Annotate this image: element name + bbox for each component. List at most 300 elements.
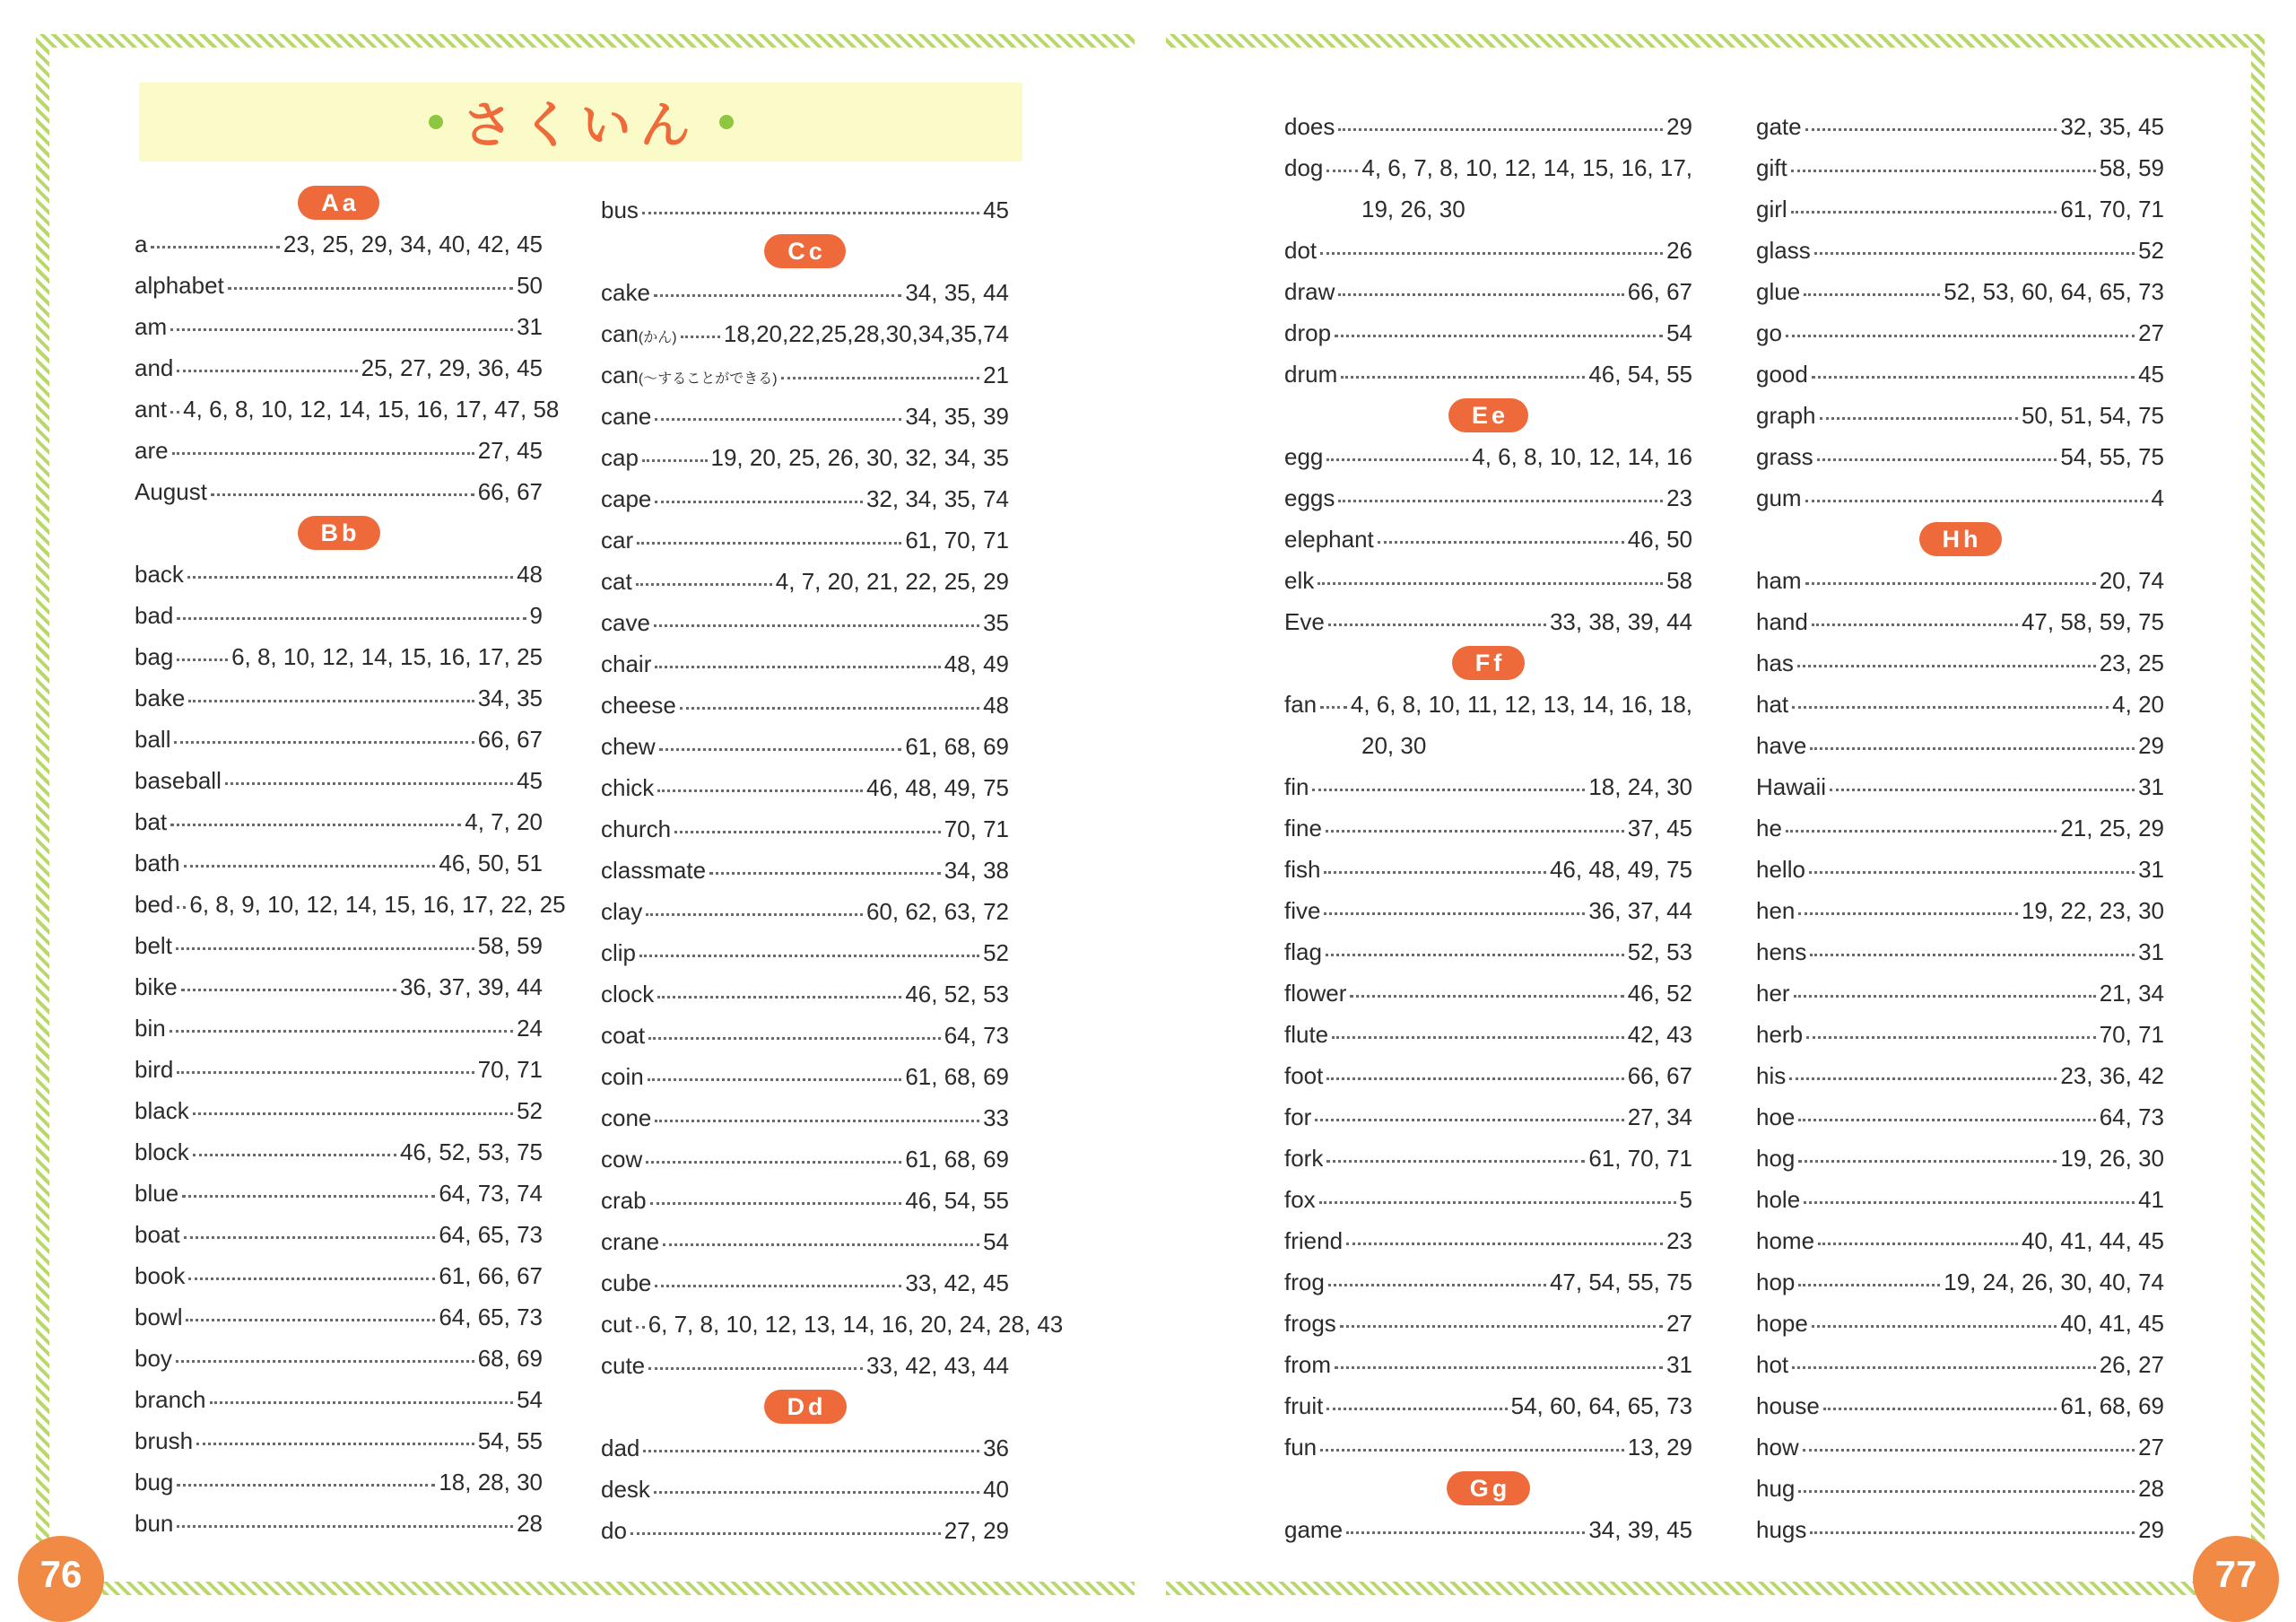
letter-badge: Gg [1447,1471,1531,1505]
entry-word: cake [601,278,650,306]
page-list: 24 [517,1014,543,1042]
dot-leader [1810,747,2135,750]
dot-leader [674,831,941,833]
page-list: 33, 42, 45 [905,1269,1009,1296]
page-list: 48, 49 [944,650,1009,677]
entry-word: fish [1284,855,1321,883]
index-column-1 [135,182,566,1544]
index-column-4 [1756,106,2164,1550]
entry-word: am [135,312,168,340]
entry-word: book [135,1261,186,1289]
index-entry [1756,1261,2164,1303]
dot-leader [1817,458,2057,461]
page-list: 45 [983,196,1009,223]
index-entry [1284,1179,1692,1220]
dot-leader [657,789,863,792]
index-entry [1284,1344,1692,1385]
entry-word: cute [601,1351,646,1379]
index-entry [135,1379,543,1420]
page-list: 64, 73 [2099,1103,2164,1130]
dot-leader [1810,954,2135,956]
page-list: 64, 65, 73 [439,1220,543,1248]
entry-word: Hawaii [1756,772,1827,800]
index-entry [601,1180,1009,1221]
index-entry [1756,436,2164,477]
index-entry [1284,560,1692,601]
page-list: 54 [1666,318,1692,346]
entry-word: gum [1756,484,1802,511]
entry-word: herb [1756,1020,1804,1048]
entry-word: bird [135,1055,174,1083]
index-entry [135,966,543,1007]
index-entry [135,306,543,347]
dot-leader [1326,170,1358,172]
page-list: 18, 24, 30 [1588,772,1692,800]
page-list: 31 [1666,1350,1692,1378]
dot-leader [642,212,979,214]
index-entry [1756,642,2164,684]
dot-leader [1320,1449,1624,1452]
page-list: 29 [1666,112,1692,140]
page-list: 70, 71 [477,1055,543,1083]
dot-leader [1814,252,2135,255]
entry-word: hugs [1756,1515,1807,1543]
dot-leader [1805,500,2148,502]
letter-section-header [1284,642,1692,684]
index-entry [1284,271,1692,312]
page-list: 18, 28, 30 [439,1468,543,1496]
page-list: 61, 66, 67 [439,1261,543,1289]
dot-leader [680,707,979,710]
entry-word: have [1756,731,1807,759]
index-entry [135,1173,543,1214]
dot-leader [654,1491,979,1494]
page-list: 18,20,22,25,28,30,34,35,74 [723,319,1009,347]
dot-leader [1830,789,2135,791]
entry-word: cone [601,1103,652,1131]
index-entry [1756,312,2164,353]
index-entry [1284,1055,1692,1096]
entry-word: frog [1284,1268,1325,1295]
page-number-right: 77 [2193,1536,2279,1622]
page-list: 46, 48, 49, 75 [865,773,1009,801]
dot-leader [1378,541,1624,544]
index-entry [135,388,560,430]
index-entry [601,808,1009,850]
page-list: 26 [1666,236,1692,264]
dot-leader [184,865,436,868]
page-list: 23, 25 [2099,649,2164,676]
dot-leader [646,913,863,916]
dot-leader [657,996,901,998]
index-entry [601,272,1009,313]
entry-word: block [135,1138,189,1165]
index-entry [1284,353,1692,395]
entry-word: clock [601,980,655,1007]
page-list: 61, 68, 69 [905,1062,1009,1090]
page-list: 23 [1666,1226,1692,1254]
entry-word: flag [1284,937,1322,965]
index-entry [135,595,543,636]
entry-word: fun [1284,1433,1318,1461]
page-list: 34, 39, 45 [1588,1515,1692,1543]
page-list: 58, 59 [477,931,543,959]
letter-badge: Cc [764,234,846,268]
dot-leader [170,824,461,826]
index-entry [135,1338,543,1379]
index-entry [135,471,543,512]
index-entry [601,519,1009,561]
dot-leader [176,947,474,950]
index-entry [1756,147,2164,188]
dot-leader [1804,293,1940,296]
entry-word: go [1756,318,1782,346]
index-entry [135,1049,543,1090]
index-entry [1756,766,2164,807]
page-list: 23, 36, 42 [2060,1061,2164,1089]
index-entry [1284,972,1692,1014]
index-entry [601,354,1009,396]
entry-word: coin [601,1062,644,1090]
index-column-2 [601,189,1064,1551]
dot-leader [1350,995,1623,998]
dot-leader [176,1360,474,1363]
dot-leader [1320,252,1663,255]
dot-leader [1805,128,2057,131]
entry-word: cat [601,567,632,595]
dot-leader [177,906,186,909]
dot-leader [177,617,526,620]
page-list: 46, 52, 53, 75 [399,1138,543,1165]
title-dot-left [429,115,443,129]
index-entry [1756,477,2164,519]
entry-word: August [135,477,207,505]
entry-word: bake [135,684,186,711]
page-list: 50, 51, 54, 75 [2021,401,2164,429]
dot-leader [655,666,940,668]
page-list: 61, 68, 69 [905,732,1009,760]
page-list: 46, 50 [1627,525,1692,553]
dot-leader [655,1120,979,1122]
page-list: 34, 38 [944,856,1009,884]
page-list: 32, 34, 35, 74 [865,484,1009,512]
page-list: 33, 42, 43, 44 [865,1351,1009,1379]
entry-word: back [135,560,184,588]
index-entry [1284,890,1692,931]
dot-leader [655,501,863,503]
page-list: 21, 25, 29 [2060,814,2164,842]
dot-leader [172,452,474,455]
page-list: 29 [2138,1515,2164,1543]
entry-word: hop [1756,1268,1796,1295]
index-entry [135,677,543,719]
index-entry [601,478,1009,519]
entry-word: her [1756,979,1790,1007]
dot-leader [1792,706,2109,709]
entry-word: bath [135,849,180,876]
index-entry [601,973,1009,1015]
dot-leader [1326,458,1468,461]
dot-leader [1797,665,2096,667]
index-entry [601,932,1009,973]
dot-leader [1809,871,2135,874]
page-list: 33, 38, 39, 44 [1549,607,1692,635]
page-list: 70, 71 [944,815,1009,842]
entry-word: a [135,230,148,257]
index-entry [601,1345,1009,1386]
index-entry [1756,931,2164,972]
dot-leader [631,1532,941,1535]
dot-leader [639,955,979,957]
dot-leader [1332,1036,1624,1039]
dot-leader [182,1195,435,1198]
entry-word: Eve [1284,607,1325,635]
dot-leader [1794,995,2096,998]
entry-word: classmate [601,856,707,884]
index-entry [1284,1426,1692,1468]
dot-leader [659,748,902,751]
index-entry [1284,1303,1692,1344]
page-list: 21 [983,361,1009,388]
page-list: 45 [2138,360,2164,388]
page-list: 34, 35, 39 [905,402,1009,430]
index-entry [135,430,543,471]
entry-word: fork [1284,1144,1324,1172]
letter-badge: Dd [764,1390,847,1424]
dot-leader [1812,1325,2057,1328]
index-entry [135,1131,543,1173]
entry-word: desk [601,1475,650,1503]
index-entry [1756,684,2164,725]
dot-leader [228,287,513,290]
dot-leader [1806,1036,2096,1039]
index-entry [135,842,543,884]
index-entry [1756,1096,2164,1138]
page-list: 70, 71 [2099,1020,2164,1048]
page-list: 66, 67 [1627,277,1692,305]
dot-leader [193,1154,396,1156]
index-entry [1756,807,2164,849]
index-entry [1756,849,2164,890]
entry-word: hand [1756,607,1808,635]
dot-leader [1786,335,2135,337]
page-list: 29 [2138,731,2164,759]
letter-badge: Bb [298,516,380,550]
index-entry [1756,188,2164,230]
dot-leader [1326,1408,1507,1410]
index-entry [1284,1220,1692,1261]
entry-word: branch [135,1385,206,1413]
dot-leader [177,1071,474,1074]
dot-leader [211,493,474,496]
dot-leader [648,1037,941,1040]
entry-word: crane [601,1227,660,1255]
page-list: 54, 60, 64, 65, 73 [1510,1391,1692,1419]
page-list: 46, 50, 51 [439,849,543,876]
dot-leader [188,1278,435,1280]
index-entry [601,767,1009,808]
page-list: 34, 35 [477,684,543,711]
entry-word: drop [1284,318,1332,346]
dot-leader [1328,1284,1546,1286]
dot-leader [654,624,979,627]
letter-section-header [1284,1468,1692,1509]
index-entry [135,760,543,801]
index-entry [601,726,1009,767]
page-list: 35 [983,608,1009,636]
page-list: 6, 8, 10, 12, 14, 15, 16, 17, 25 [231,642,543,670]
page-list: 68, 69 [477,1344,543,1372]
entry-word: chew [601,732,656,760]
page-list: 46, 52 [1627,979,1692,1007]
dot-leader [1804,1201,2135,1204]
entry-word: cube [601,1269,652,1296]
entry-word: fine [1284,814,1322,842]
page-list: 54 [983,1227,1009,1255]
index-entry [1284,477,1692,519]
entry-word: bag [135,642,174,670]
page-list: 54, 55, 75 [2060,442,2164,470]
dot-leader [177,1484,435,1487]
page-list: 47, 54, 55, 75 [1549,1268,1692,1295]
page-list: 45 [517,766,543,794]
page-list: 27 [2138,318,2164,346]
dot-leader [642,459,708,462]
entry-word: does [1284,112,1335,140]
page-list: 27, 29 [944,1516,1009,1544]
entry-word: hole [1756,1185,1801,1213]
entry-word: hello [1756,855,1805,883]
page-list: 54, 55 [477,1426,543,1454]
dot-leader [1319,1201,1676,1204]
entry-word: alphabet [135,271,224,299]
page-list: 61, 68, 69 [905,1145,1009,1173]
page-list: 48 [983,691,1009,719]
page-list: 58, 59 [2099,153,2164,181]
entry-word: ball [135,725,171,753]
index-entry [1756,601,2164,642]
dot-leader [1812,624,2018,626]
entry-word: foot [1284,1061,1324,1089]
dot-leader [177,658,228,661]
dot-leader [170,1030,513,1033]
dot-leader [1346,1531,1585,1534]
index-entry [601,643,1009,685]
index-entry [1756,1014,2164,1055]
dot-leader [1818,1243,2018,1245]
page-list: 48 [517,560,543,588]
page-list: 58 [1666,566,1692,594]
page-list: 36 [983,1434,1009,1461]
entry-word: hoe [1756,1103,1796,1130]
index-entry [135,801,543,842]
page-list: 34, 35, 44 [905,278,1009,306]
letter-section-header [601,231,1009,272]
page-list: 36, 37, 44 [1588,896,1692,924]
entry-word: cave [601,608,650,636]
index-entry [1756,230,2164,271]
entry-word: house [1756,1391,1820,1419]
page-list: 19, 26, 30 [2060,1144,2164,1172]
entry-word: are [135,436,169,464]
entry-word: belt [135,931,172,959]
entry-word: cane [601,402,652,430]
dot-leader [1335,335,1663,337]
page-list: 46, 48, 49, 75 [1549,855,1692,883]
index-entry [135,1214,543,1255]
index-entry [135,884,566,925]
index-entry [1284,1261,1692,1303]
dot-leader [1326,1077,1623,1080]
dot-leader [1318,582,1663,585]
entry-word: flute [1284,1020,1329,1048]
page-list: 52, 53 [1627,937,1692,965]
index-entry [601,313,1009,354]
page-list: 19, 26, 30 [1361,195,1465,222]
dot-leader [1340,1325,1663,1328]
index-entry-continuation [1284,188,1692,230]
letter-badge: Ee [1448,398,1528,432]
index-entry [1756,890,2164,931]
dot-leader [1786,830,2057,833]
index-entry [601,1427,1009,1469]
entry-word: how [1756,1433,1799,1461]
dot-leader [196,1443,474,1445]
dot-leader [663,1243,979,1246]
entry-word: from [1284,1350,1331,1378]
page-list: 60, 62, 63, 72 [865,897,1009,925]
entry-word: has [1756,649,1794,676]
entry-word: hog [1756,1144,1796,1172]
dot-leader [709,872,941,875]
page-list: 37, 45 [1627,814,1692,842]
dot-leader [187,576,513,579]
entry-note: (～することができる) [638,371,778,387]
entry-word: flower [1284,979,1347,1007]
page-list: 32, 35, 45 [2060,112,2164,140]
dot-leader [1341,376,1585,379]
dot-leader [170,411,179,414]
entry-word: home [1756,1226,1815,1254]
dot-leader [1792,1366,2096,1369]
entry-word: bed [135,890,174,918]
index-entry [1284,1385,1692,1426]
page-list: 36, 37, 39, 44 [399,972,543,1000]
dot-leader [1326,954,1624,956]
dot-leader [1335,1366,1663,1369]
dot-leader [1803,1449,2135,1452]
entry-word: bad [135,601,174,629]
letter-section-header [135,512,543,554]
entry-word: chair [601,650,652,677]
entry-word: for [1284,1103,1312,1130]
index-entry [135,265,543,306]
dot-leader [648,1078,902,1081]
entry-word: fox [1284,1185,1316,1213]
index-entry [601,1510,1009,1551]
entry-word: do [601,1516,627,1544]
page-list: 50 [517,271,543,299]
index-entry [1284,1096,1692,1138]
index-entry [1756,1509,2164,1550]
entry-word: friend [1284,1226,1344,1254]
entry-word: dad [601,1434,640,1461]
dot-leader [1326,1160,1585,1163]
index-entry [1756,1344,2164,1385]
index-entry [1284,684,1692,725]
page-list: 40, 41, 45 [2060,1309,2164,1337]
entry-word: graph [1756,401,1816,429]
